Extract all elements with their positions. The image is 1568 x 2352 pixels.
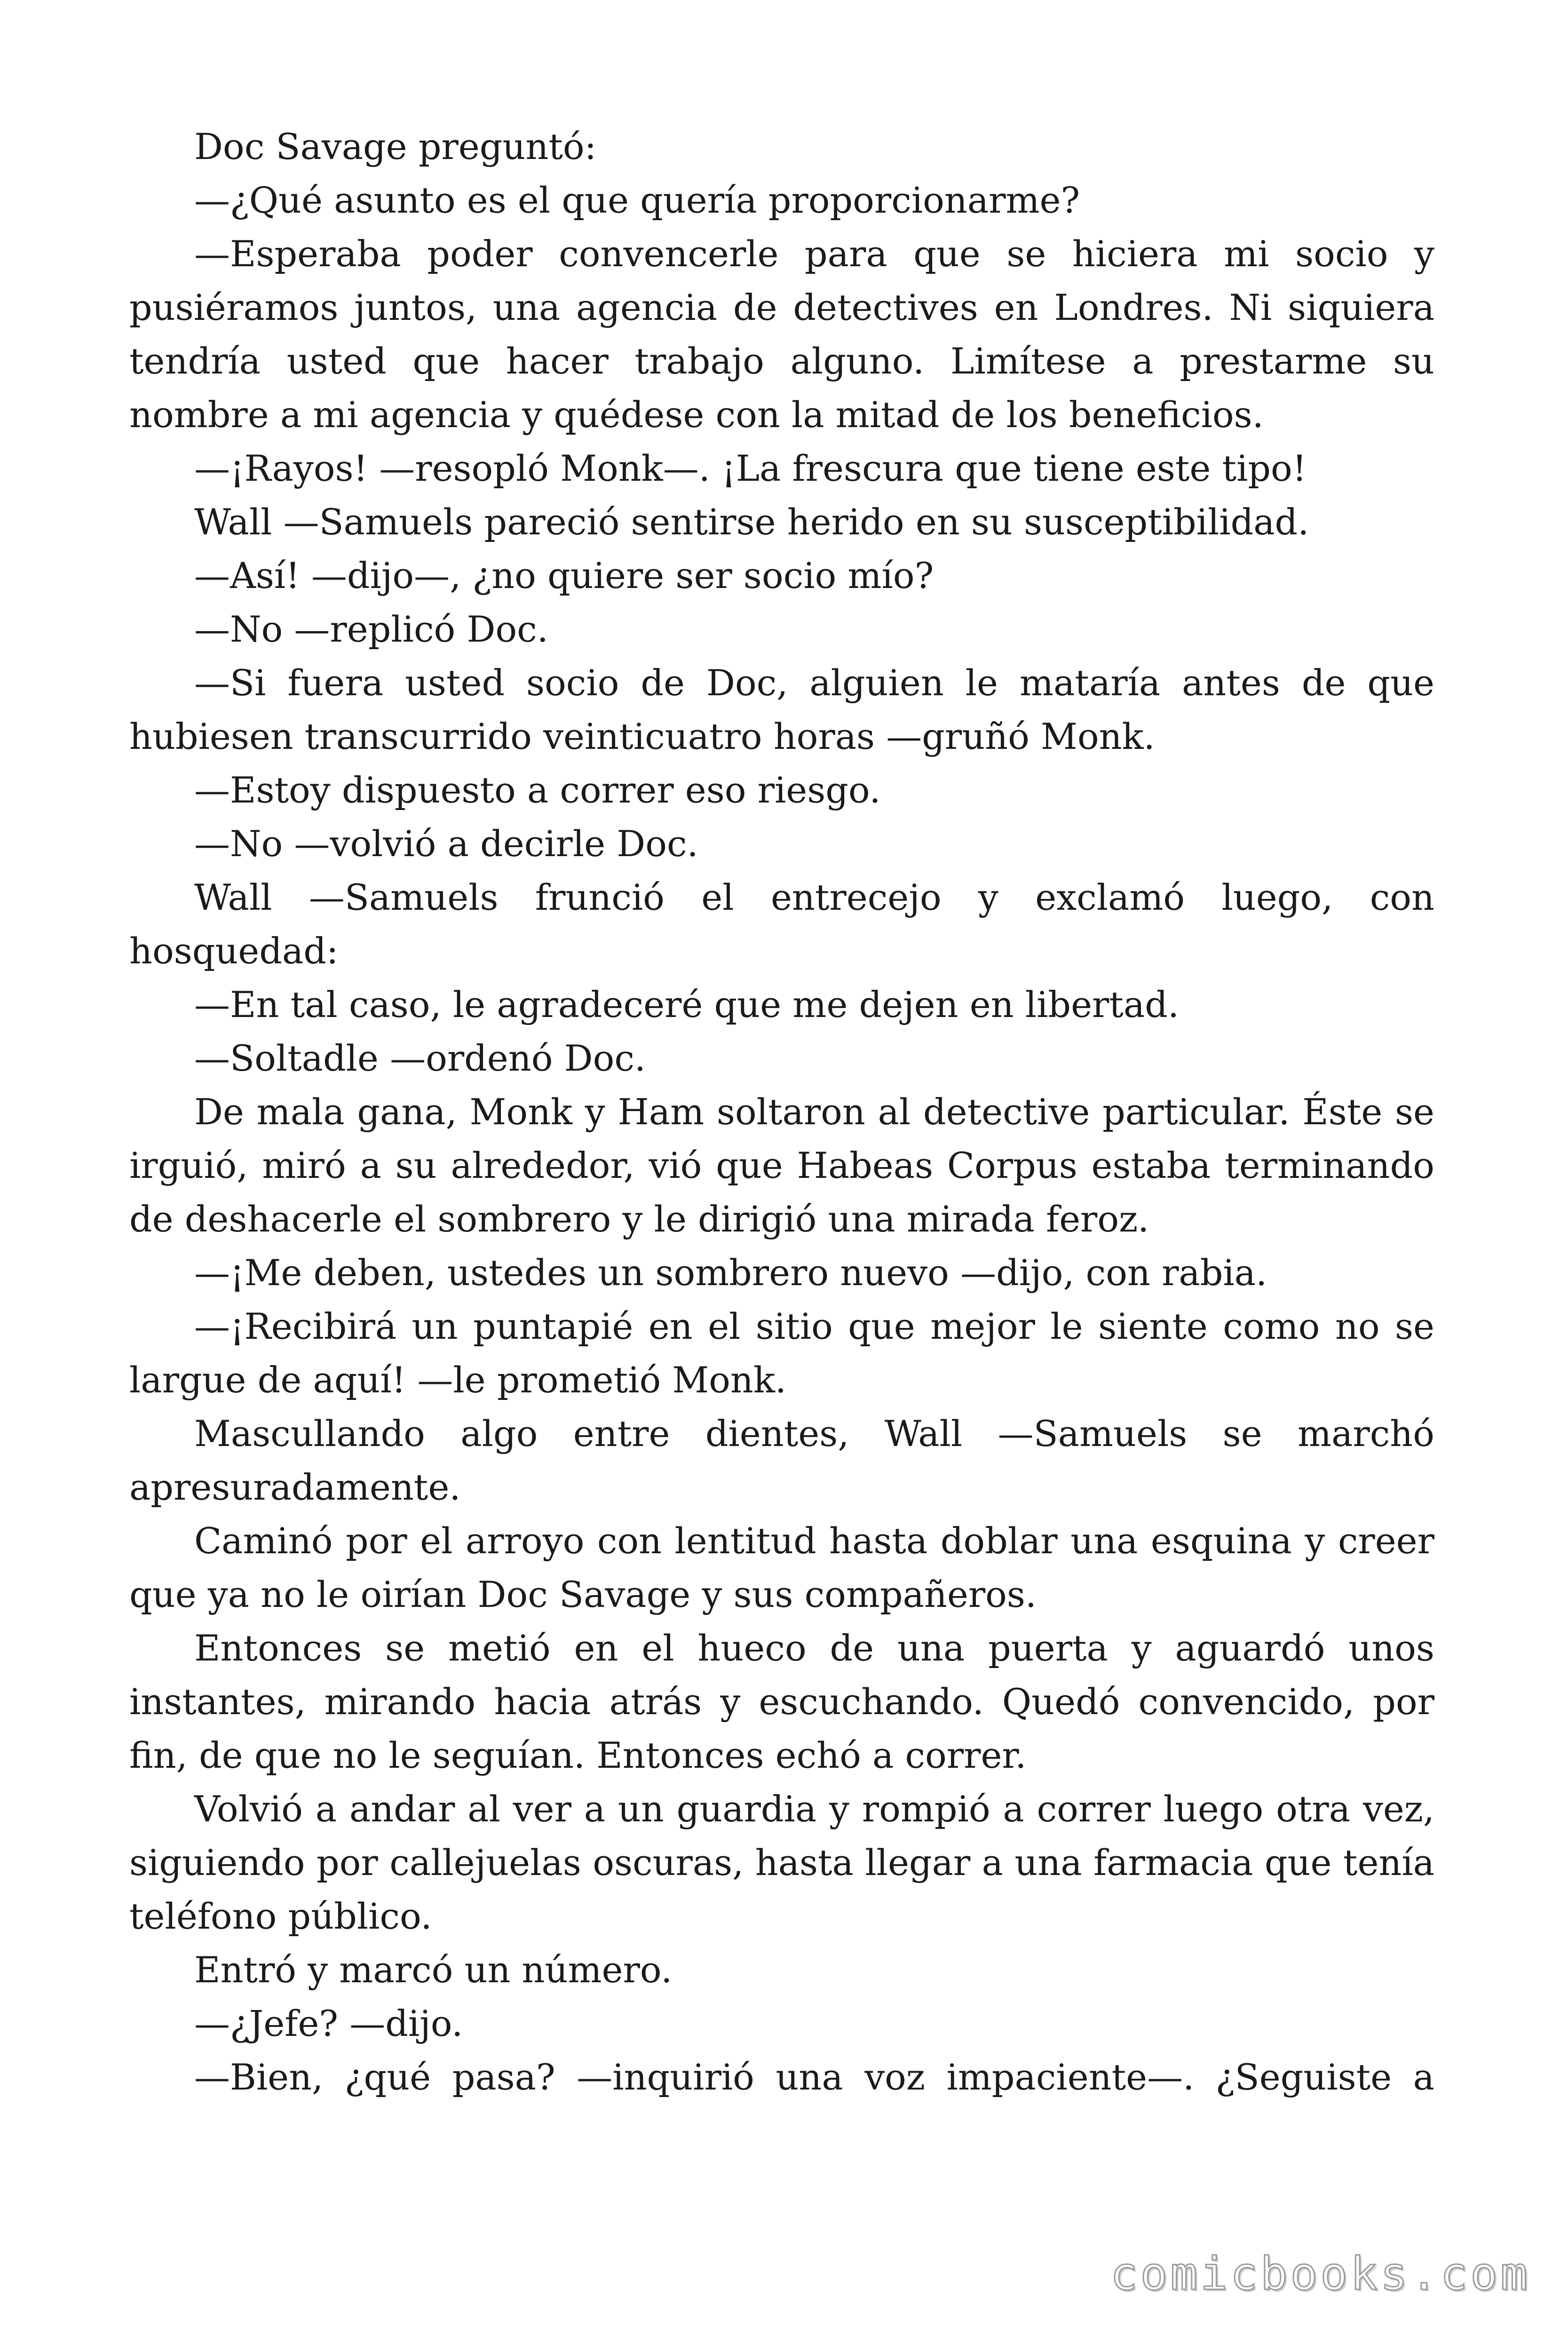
paragraph: —Bien, ¿qué pasa? —inquirió una voz impaciente—. ¿Seguiste a xyxy=(194,2056,1434,2098)
paragraph: Wall —Samuels frunció el entrecejo y exclamó luego, con hosquedad: xyxy=(129,876,1434,972)
paragraph: —Así! —dijo—, ¿no quiere ser socio mío? xyxy=(194,555,934,596)
paragraph: —¡Recibirá un puntapié en el sitio que mejor le siente como no se largue de aquí! —le prometió Monk. xyxy=(129,1305,1434,1401)
paragraph: —¡Rayos! —resopló Monk—. ¡La frescura que tiene este tipo! xyxy=(194,447,1307,489)
paragraph: —Si fuera usted socio de Doc, alguien le mataría antes de que hubiesen transcurrido veinticuatro horas —gruñó Monk. xyxy=(129,662,1434,757)
paragraph: —Esperaba poder convencerle para que se hiciera mi socio y pusiéramos juntos, una agencia de detectives en Londres. Ni siquiera tendría usted que hacer trabajo alguno. Limítese a prestarme su nombre a mi agencia y quédese con la mitad de los beneficios. xyxy=(129,233,1434,436)
paragraph: Wall —Samuels pareció sentirse herido en su susceptibilidad. xyxy=(194,501,1309,543)
paragraph: Doc Savage preguntó: xyxy=(194,126,597,167)
paragraph: Caminó por el arroyo con lentitud hasta doblar una esquina y creer que ya no le oirían Doc Savage y sus compañeros. xyxy=(129,1520,1434,1615)
paragraph: —No —volvió a decirle Doc. xyxy=(194,823,698,865)
paragraph: Entró y marcó un número. xyxy=(194,1949,673,1991)
paragraph: —¿Jefe? —dijo. xyxy=(194,2002,463,2044)
paragraph: Mascullando algo entre dientes, Wall —Samuels se marchó apresuradamente. xyxy=(129,1413,1434,1508)
paragraph: De mala gana, Monk y Ham soltaron al detective particular. Éste se irguió, miró a su alrededor, vió que Habeas Corpus estaba terminando de deshacerle el sombrero y le dirigió una mirada feroz. xyxy=(129,1091,1434,1240)
paragraph: Entonces se metió en el hueco de una puerta y aguardó unos instantes, mirando hacia atrás y escuchando. Quedó convencido, por fin, de que no le seguían. Entonces echó a correr. xyxy=(129,1627,1434,1776)
paragraph: Volvió a andar al ver a un guardia y rompió a correr luego otra vez, siguiendo por callejuelas oscuras, hasta llegar a una farmacia que tenía teléfono público. xyxy=(129,1788,1434,1937)
paragraph: —Soltadle —ordenó Doc. xyxy=(194,1037,646,1079)
paragraph: —Estoy dispuesto a correr eso riesgo. xyxy=(194,769,881,811)
paragraph: —¡Me deben, ustedes un sombrero nuevo —dijo, con rabia. xyxy=(194,1252,1267,1294)
paragraph: —¿Qué asunto es el que quería proporcionarme? xyxy=(194,179,1080,221)
watermark: comicbooks.com xyxy=(1110,2248,1530,2300)
body-text xyxy=(129,120,1434,2104)
paragraph: —No —replicó Doc. xyxy=(194,608,548,650)
paragraph: —En tal caso, le agradeceré que me dejen en libertad. xyxy=(194,984,1180,1025)
